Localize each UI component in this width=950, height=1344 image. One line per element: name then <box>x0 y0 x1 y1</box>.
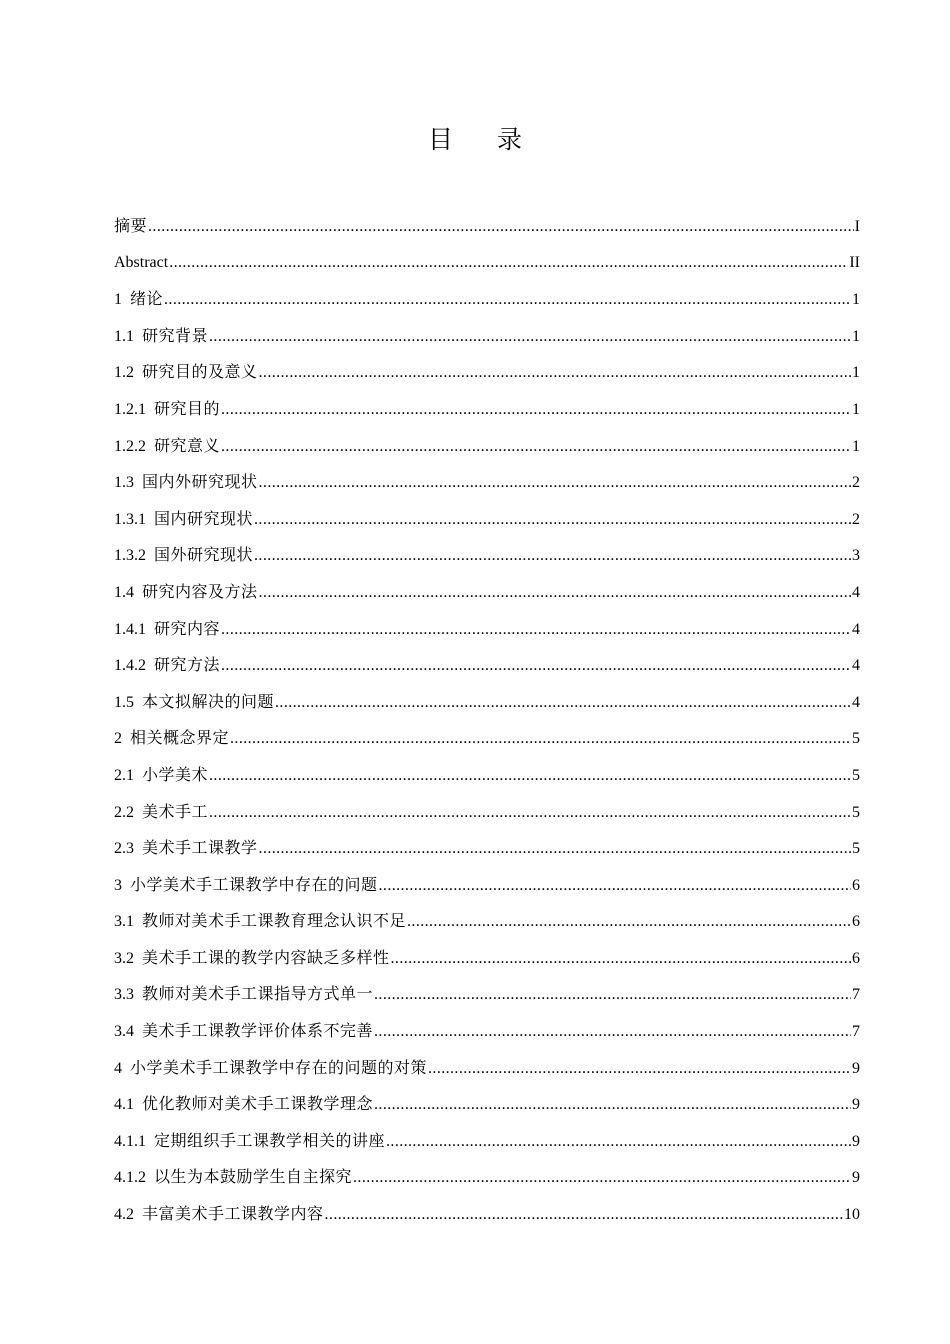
toc-entry-number: 4 <box>114 1059 122 1077</box>
toc-dot-leader <box>391 945 851 973</box>
toc-entry[interactable] <box>114 212 860 249</box>
toc-entry-page-number: I <box>854 218 860 235</box>
toc-entry[interactable] <box>114 761 860 798</box>
toc-entry-number: 3.3 <box>114 986 134 1004</box>
toc-entry-label: 绪论 <box>130 289 164 309</box>
toc-title: 目 录 <box>428 125 540 154</box>
toc-entry-label: 美术手工课教学 <box>142 838 258 858</box>
toc-entry[interactable] <box>114 1090 860 1127</box>
toc-entry[interactable] <box>114 358 860 395</box>
toc-entry-page-number: 9 <box>852 1169 860 1187</box>
toc-entry-label: 国内研究现状 <box>154 508 254 528</box>
toc-entry[interactable] <box>114 1200 860 1237</box>
toc-dot-leader <box>259 469 851 497</box>
toc-entry-number: 1.5 <box>114 693 134 711</box>
toc-entry-label: 美术手工 <box>142 801 209 821</box>
toc-entry-page-number: 7 <box>852 1023 860 1041</box>
toc-entry-number: 2.2 <box>114 803 134 821</box>
toc-entry-page-number: 5 <box>852 803 860 821</box>
toc-dot-leader <box>379 872 851 900</box>
toc-entry-number: 1.3.1 <box>114 510 146 528</box>
toc-entry-label: 美术手工课的教学内容缺乏多样性 <box>142 947 390 967</box>
toc-list <box>114 212 860 1237</box>
toc-entry[interactable] <box>114 249 860 286</box>
toc-entry-label: 优化教师对美术手工课教学理念 <box>142 1094 374 1114</box>
toc-entry-page-number: 6 <box>852 876 860 894</box>
toc-entry-page-number: 4 <box>852 620 860 638</box>
toc-entry-number: 2 <box>114 730 122 748</box>
toc-entry-page-number: 1 <box>852 327 860 345</box>
toc-entry-label: 定期组织手工课教学相关的讲座 <box>154 1130 386 1150</box>
toc-entry-label: 研究意义 <box>154 435 221 455</box>
toc-entry[interactable] <box>114 980 860 1017</box>
toc-entry-label: 小学美术 <box>142 764 209 784</box>
toc-entry[interactable] <box>114 798 860 835</box>
toc-entry-label: 国内外研究现状 <box>142 472 258 492</box>
toc-dot-leader <box>428 1055 851 1083</box>
toc-entry-number: 1.2.2 <box>114 437 146 455</box>
toc-entry-number: 1 <box>114 291 122 309</box>
toc-entry-number: 4.1 <box>114 1096 134 1114</box>
toc-entry-label: 丰富美术手工课教学内容 <box>142 1204 324 1224</box>
toc-entry[interactable] <box>114 871 860 908</box>
toc-entry-label: Abstract <box>114 253 169 271</box>
toc-entry[interactable] <box>114 651 860 688</box>
toc-entry[interactable] <box>114 578 860 615</box>
toc-entry-page-number: 1 <box>852 400 860 418</box>
toc-entry-number: 3.4 <box>114 1023 134 1041</box>
toc-dot-leader <box>374 981 851 1009</box>
toc-dot-leader <box>374 1091 851 1119</box>
toc-entry-label: 教师对美术手工课指导方式单一 <box>142 984 374 1004</box>
toc-entry[interactable] <box>114 615 860 652</box>
toc-entry-page-number: 4 <box>852 657 860 675</box>
toc-dot-leader <box>386 1128 851 1156</box>
toc-entry-number: 2.1 <box>114 766 134 784</box>
toc-entry-number: 1.4 <box>114 583 134 601</box>
toc-entry-number: 1.3.2 <box>114 547 146 565</box>
toc-entry-page-number: 4 <box>852 693 860 711</box>
toc-entry[interactable] <box>114 1163 860 1200</box>
toc-entry-label: 教师对美术手工课教育理念认识不足 <box>142 911 407 931</box>
toc-entry[interactable] <box>114 724 860 761</box>
toc-dot-leader <box>209 323 851 351</box>
toc-entry-number: 3.1 <box>114 913 134 931</box>
toc-entry-page-number: 6 <box>852 913 860 931</box>
toc-dot-leader <box>230 725 851 753</box>
toc-entry-number: 1.2.1 <box>114 400 146 418</box>
toc-entry-page-number: 6 <box>852 949 860 967</box>
toc-dot-leader <box>221 396 851 424</box>
toc-entry-label: 摘要 <box>114 216 148 235</box>
toc-entry-number: 4.1.2 <box>114 1169 146 1187</box>
toc-entry-label: 研究内容及方法 <box>142 581 258 601</box>
toc-entry-label: 小学美术手工课教学中存在的问题 <box>130 874 378 894</box>
toc-entry-label: 研究背景 <box>142 325 209 345</box>
toc-dot-leader <box>259 835 851 863</box>
toc-entry[interactable] <box>114 834 860 871</box>
toc-entry-number: 4.2 <box>114 1206 134 1224</box>
toc-entry-label: 以生为本鼓励学生自主探究 <box>154 1167 353 1187</box>
toc-entry[interactable] <box>114 907 860 944</box>
toc-entry-number: 3 <box>114 876 122 894</box>
toc-dot-leader <box>148 213 854 241</box>
toc-dot-leader <box>209 762 851 790</box>
toc-entry-label: 研究目的及意义 <box>142 362 258 382</box>
toc-dot-leader <box>221 652 851 680</box>
toc-entry[interactable] <box>114 541 860 578</box>
toc-entry-label: 美术手工课教学评价体系不完善 <box>142 1021 374 1041</box>
toc-entry-page-number: II <box>849 253 860 271</box>
toc-dot-leader <box>325 1201 843 1229</box>
toc-dot-leader <box>209 799 851 827</box>
toc-entry[interactable] <box>114 505 860 542</box>
toc-entry-page-number: 2 <box>852 474 860 492</box>
toc-entry-number: 1.4.2 <box>114 657 146 675</box>
toc-entry-page-number: 9 <box>852 1096 860 1114</box>
toc-entry-label: 研究内容 <box>154 618 221 638</box>
toc-entry[interactable] <box>114 1127 860 1164</box>
toc-entry-number: 2.3 <box>114 840 134 858</box>
toc-dot-leader <box>169 249 848 277</box>
toc-entry-page-number: 5 <box>852 730 860 748</box>
toc-entry[interactable] <box>114 432 860 469</box>
toc-entry[interactable] <box>114 688 860 725</box>
toc-dot-leader <box>353 1164 851 1192</box>
toc-entry-number: 1.2 <box>114 364 134 382</box>
toc-entry-page-number: 1 <box>852 364 860 382</box>
toc-dot-leader <box>259 359 851 387</box>
toc-dot-leader <box>374 1018 851 1046</box>
toc-entry-number: 1.3 <box>114 474 134 492</box>
toc-entry-page-number: 4 <box>852 583 860 601</box>
toc-entry[interactable] <box>114 468 860 505</box>
toc-entry-page-number: 2 <box>852 510 860 528</box>
toc-entry-page-number: 9 <box>852 1059 860 1077</box>
toc-entry-page-number: 1 <box>852 437 860 455</box>
toc-entry[interactable] <box>114 944 860 981</box>
toc-entry-number: 4.1.1 <box>114 1132 146 1150</box>
toc-entry[interactable] <box>114 395 860 432</box>
toc-entry-label: 研究方法 <box>154 655 221 675</box>
toc-entry[interactable] <box>114 1054 860 1091</box>
toc-entry-page-number: 3 <box>852 547 860 565</box>
toc-entry-page-number: 1 <box>852 291 860 309</box>
toc-entry-label: 国外研究现状 <box>154 545 254 565</box>
toc-dot-leader <box>407 908 851 936</box>
toc-dot-leader <box>221 616 851 644</box>
toc-dot-leader <box>254 542 851 570</box>
toc-entry-page-number: 10 <box>844 1206 860 1224</box>
toc-entry-number: 3.2 <box>114 949 134 967</box>
toc-entry-page-number: 9 <box>852 1132 860 1150</box>
toc-dot-leader <box>164 286 851 314</box>
toc-entry-label: 本文拟解决的问题 <box>142 691 275 711</box>
toc-entry[interactable] <box>114 322 860 359</box>
toc-entry-number: 1.4.1 <box>114 620 146 638</box>
toc-entry[interactable] <box>114 285 860 322</box>
toc-dot-leader <box>254 506 851 534</box>
toc-entry-label: 研究目的 <box>154 398 221 418</box>
toc-entry-label: 小学美术手工课教学中存在的问题的对策 <box>130 1057 428 1077</box>
toc-dot-leader <box>275 689 851 717</box>
toc-entry-page-number: 5 <box>852 840 860 858</box>
toc-entry[interactable] <box>114 1017 860 1054</box>
toc-entry-label: 相关概念界定 <box>130 728 230 748</box>
toc-dot-leader <box>221 433 851 461</box>
toc-dot-leader <box>259 579 851 607</box>
toc-entry-number: 1.1 <box>114 327 134 345</box>
toc-entry-page-number: 5 <box>852 766 860 784</box>
toc-entry-page-number: 7 <box>852 986 860 1004</box>
